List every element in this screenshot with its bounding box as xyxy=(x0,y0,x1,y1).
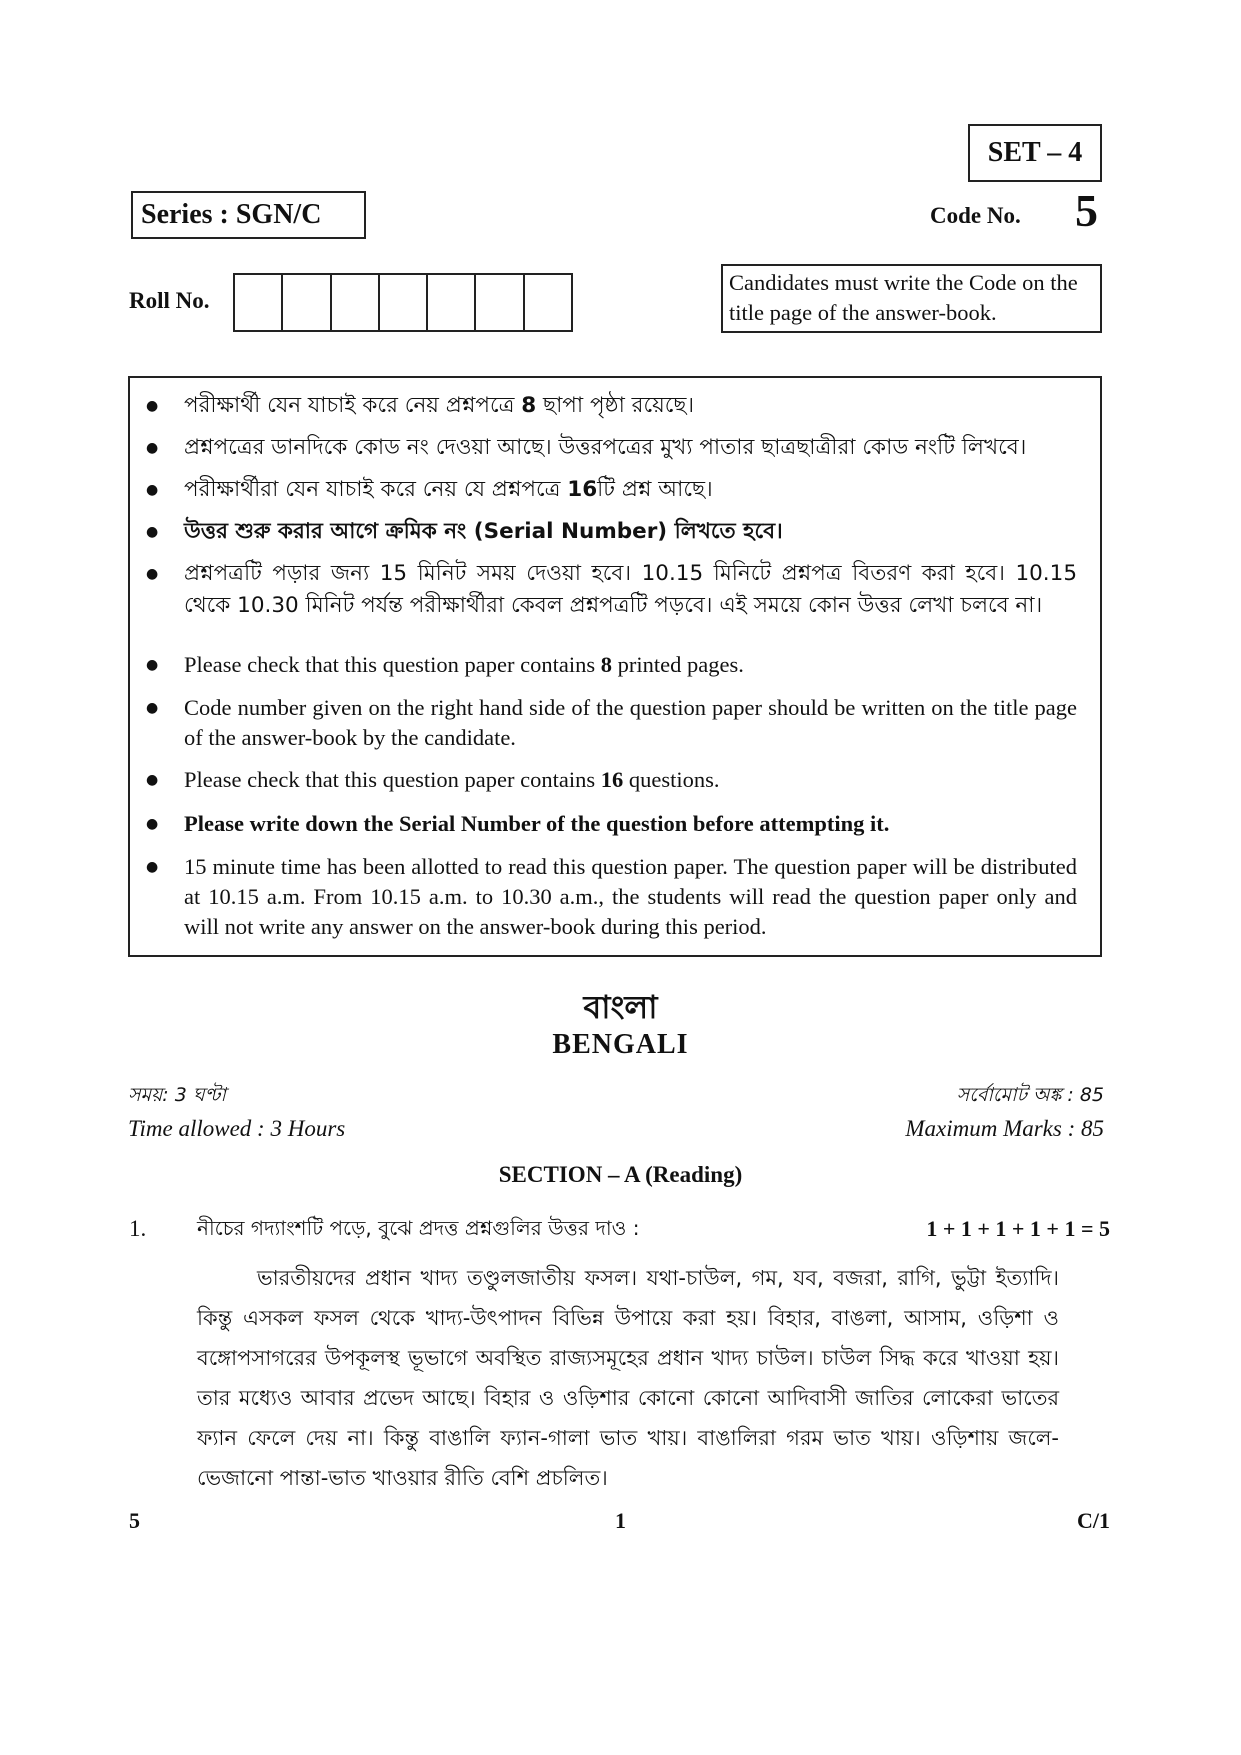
instruction-bn-5: ● প্রশ্নপত্রটি পড়ার জন্য 15 মিনিট সময় দেওয়া হবে। 10.15 মিনিটে প্রশ্নপত্র বিতরণ করা হবে। 10.15 থেকে 10.30 মিনিট পর্যন্ত পরীক্ষার্থীরা কেবল প্রশ্নপত্রটি পড়বে। এই সময়ে কোন উত্তর লেখা চলবে না। xyxy=(184,558,1077,622)
candidates-note: Candidates must write the Code on the title page of the answer-book. xyxy=(729,270,1078,325)
footer-code: 5 xyxy=(129,1508,140,1533)
question-prompt: নীচের গদ্যাংশটি পড়ে, বুঝে প্রদত্ত প্রশ্নগুলির উত্তর দাও : xyxy=(197,1216,640,1240)
series-box xyxy=(131,191,366,239)
roll-number-cell[interactable] xyxy=(380,275,428,330)
time-allowed-english: Time allowed : 3 Hours xyxy=(128,1116,346,1141)
roll-number-cell[interactable] xyxy=(235,275,283,330)
set-number: SET – 4 xyxy=(987,137,1083,168)
instruction-bn-2: ● প্রশ্নপত্রের ডানদিকে কোড নং দেওয়া আছে। উত্তরপত্রের মুখ্য পাতার ছাত্রছাত্রীরা কোড নংটি লিখবে। xyxy=(184,432,1077,464)
instruction-en-4: ● Please write down the Serial Number of the question before attempting it. xyxy=(184,809,1077,839)
footer-page-number: 1 xyxy=(615,1508,626,1533)
instruction-en-5: ● 15 minute time has been allotted to read this question paper. The question paper will be distributed at 10.15 a.m. From 10.15 a.m. to 10.30 a.m., the students will read the question paper only and will not write any answer on the answer-book during this period. xyxy=(184,852,1077,942)
subject-title-english: BENGALI xyxy=(552,1029,689,1060)
roll-number-grid[interactable] xyxy=(233,273,573,332)
candidates-note-box xyxy=(721,264,1102,333)
question-number: 1. xyxy=(129,1216,147,1241)
instruction-en-2: ● Code number given on the right hand side of the question paper should be written on the title page of the answer-book by the candidate. xyxy=(184,693,1077,753)
subject-title-bengali: বাংলা xyxy=(583,988,658,1026)
instruction-bn-4: ● উত্তর শুরু করার আগে ক্রমিক নং (Serial Number) লিখতে হবে। xyxy=(184,516,1077,548)
code-label: Code No. xyxy=(930,203,1021,228)
instruction-en-3: ● Please check that this question paper contains 16 questions. xyxy=(184,765,1077,795)
instructions-box xyxy=(128,376,1102,957)
roll-number-cell[interactable] xyxy=(332,275,380,330)
instruction-bn-1: ● পরীক্ষার্থী যেন যাচাই করে নেয় প্রশ্নপত্রে 8 ছাপা পৃষ্ঠা রয়েছে। xyxy=(184,390,1077,422)
set-number-box xyxy=(968,124,1102,182)
instruction-bn-3: ● পরীক্ষার্থীরা যেন যাচাই করে নেয় যে প্রশ্নপত্রে 16টি প্রশ্ন আছে। xyxy=(184,474,1077,506)
roll-number-cell[interactable] xyxy=(476,275,524,330)
reading-passage: ভারতীয়দের প্রধান খাদ্য তণ্ডুলজাতীয় ফসল। যথা-চাউল, গম, যব, বজরা, রাগি, ভুট্টা ইত্যাদি। কিন্তু এসকল ফসল থেকে খাদ্য-উৎপাদন বিভিন্ন উপায়ে করা হয়। বিহার, বাঙলা, আসাম, ওড়িশা ও বঙ্গোপসাগরের উপকূলস্থ ভূভাগে অবস্থিত রাজ্যসমূহের প্রধান খাদ্য চাউল। চাউল সিদ্ধ করে খাওয়া হয়। তার মধ্যেও আবার প্রভেদ আছে। বিহার ও ওড়িশার কোনো কোনো আদিবাসী জাতির লোকেরা ভাতের ফ্যান ফেলে দেয় না। কিন্তু বাঙালি ফ্যান-গালা ভাত খায়। বাঙালিরা গরম ভাত খায়। ওড়িশায় জলে-ভেজানো পান্তা-ভাত খাওয়ার রীতি বেশি প্রচলিত। xyxy=(197,1266,1059,1490)
roll-number-cell[interactable] xyxy=(525,275,571,330)
series-label: Series : SGN/C xyxy=(141,199,322,230)
roll-number-cell[interactable] xyxy=(428,275,476,330)
maximum-marks-english: Maximum Marks : 85 xyxy=(905,1116,1104,1141)
instruction-en-1: ● Please check that this question paper contains 8 printed pages. xyxy=(184,650,1077,680)
maximum-marks-bengali: সর্বোমোট অঙ্ক : 85 xyxy=(956,1084,1104,1106)
question-marks: 1 + 1 + 1 + 1 + 1 = 5 xyxy=(926,1216,1110,1241)
roll-number-label: Roll No. xyxy=(129,288,210,313)
time-allowed-bengali: সময়: 3 ঘণ্টা xyxy=(128,1084,226,1106)
roll-number-cell[interactable] xyxy=(283,275,331,330)
footer-copy-label: C/1 xyxy=(1077,1508,1110,1533)
section-heading: SECTION – A (Reading) xyxy=(498,1162,743,1187)
code-value: 5 xyxy=(1075,185,1098,236)
